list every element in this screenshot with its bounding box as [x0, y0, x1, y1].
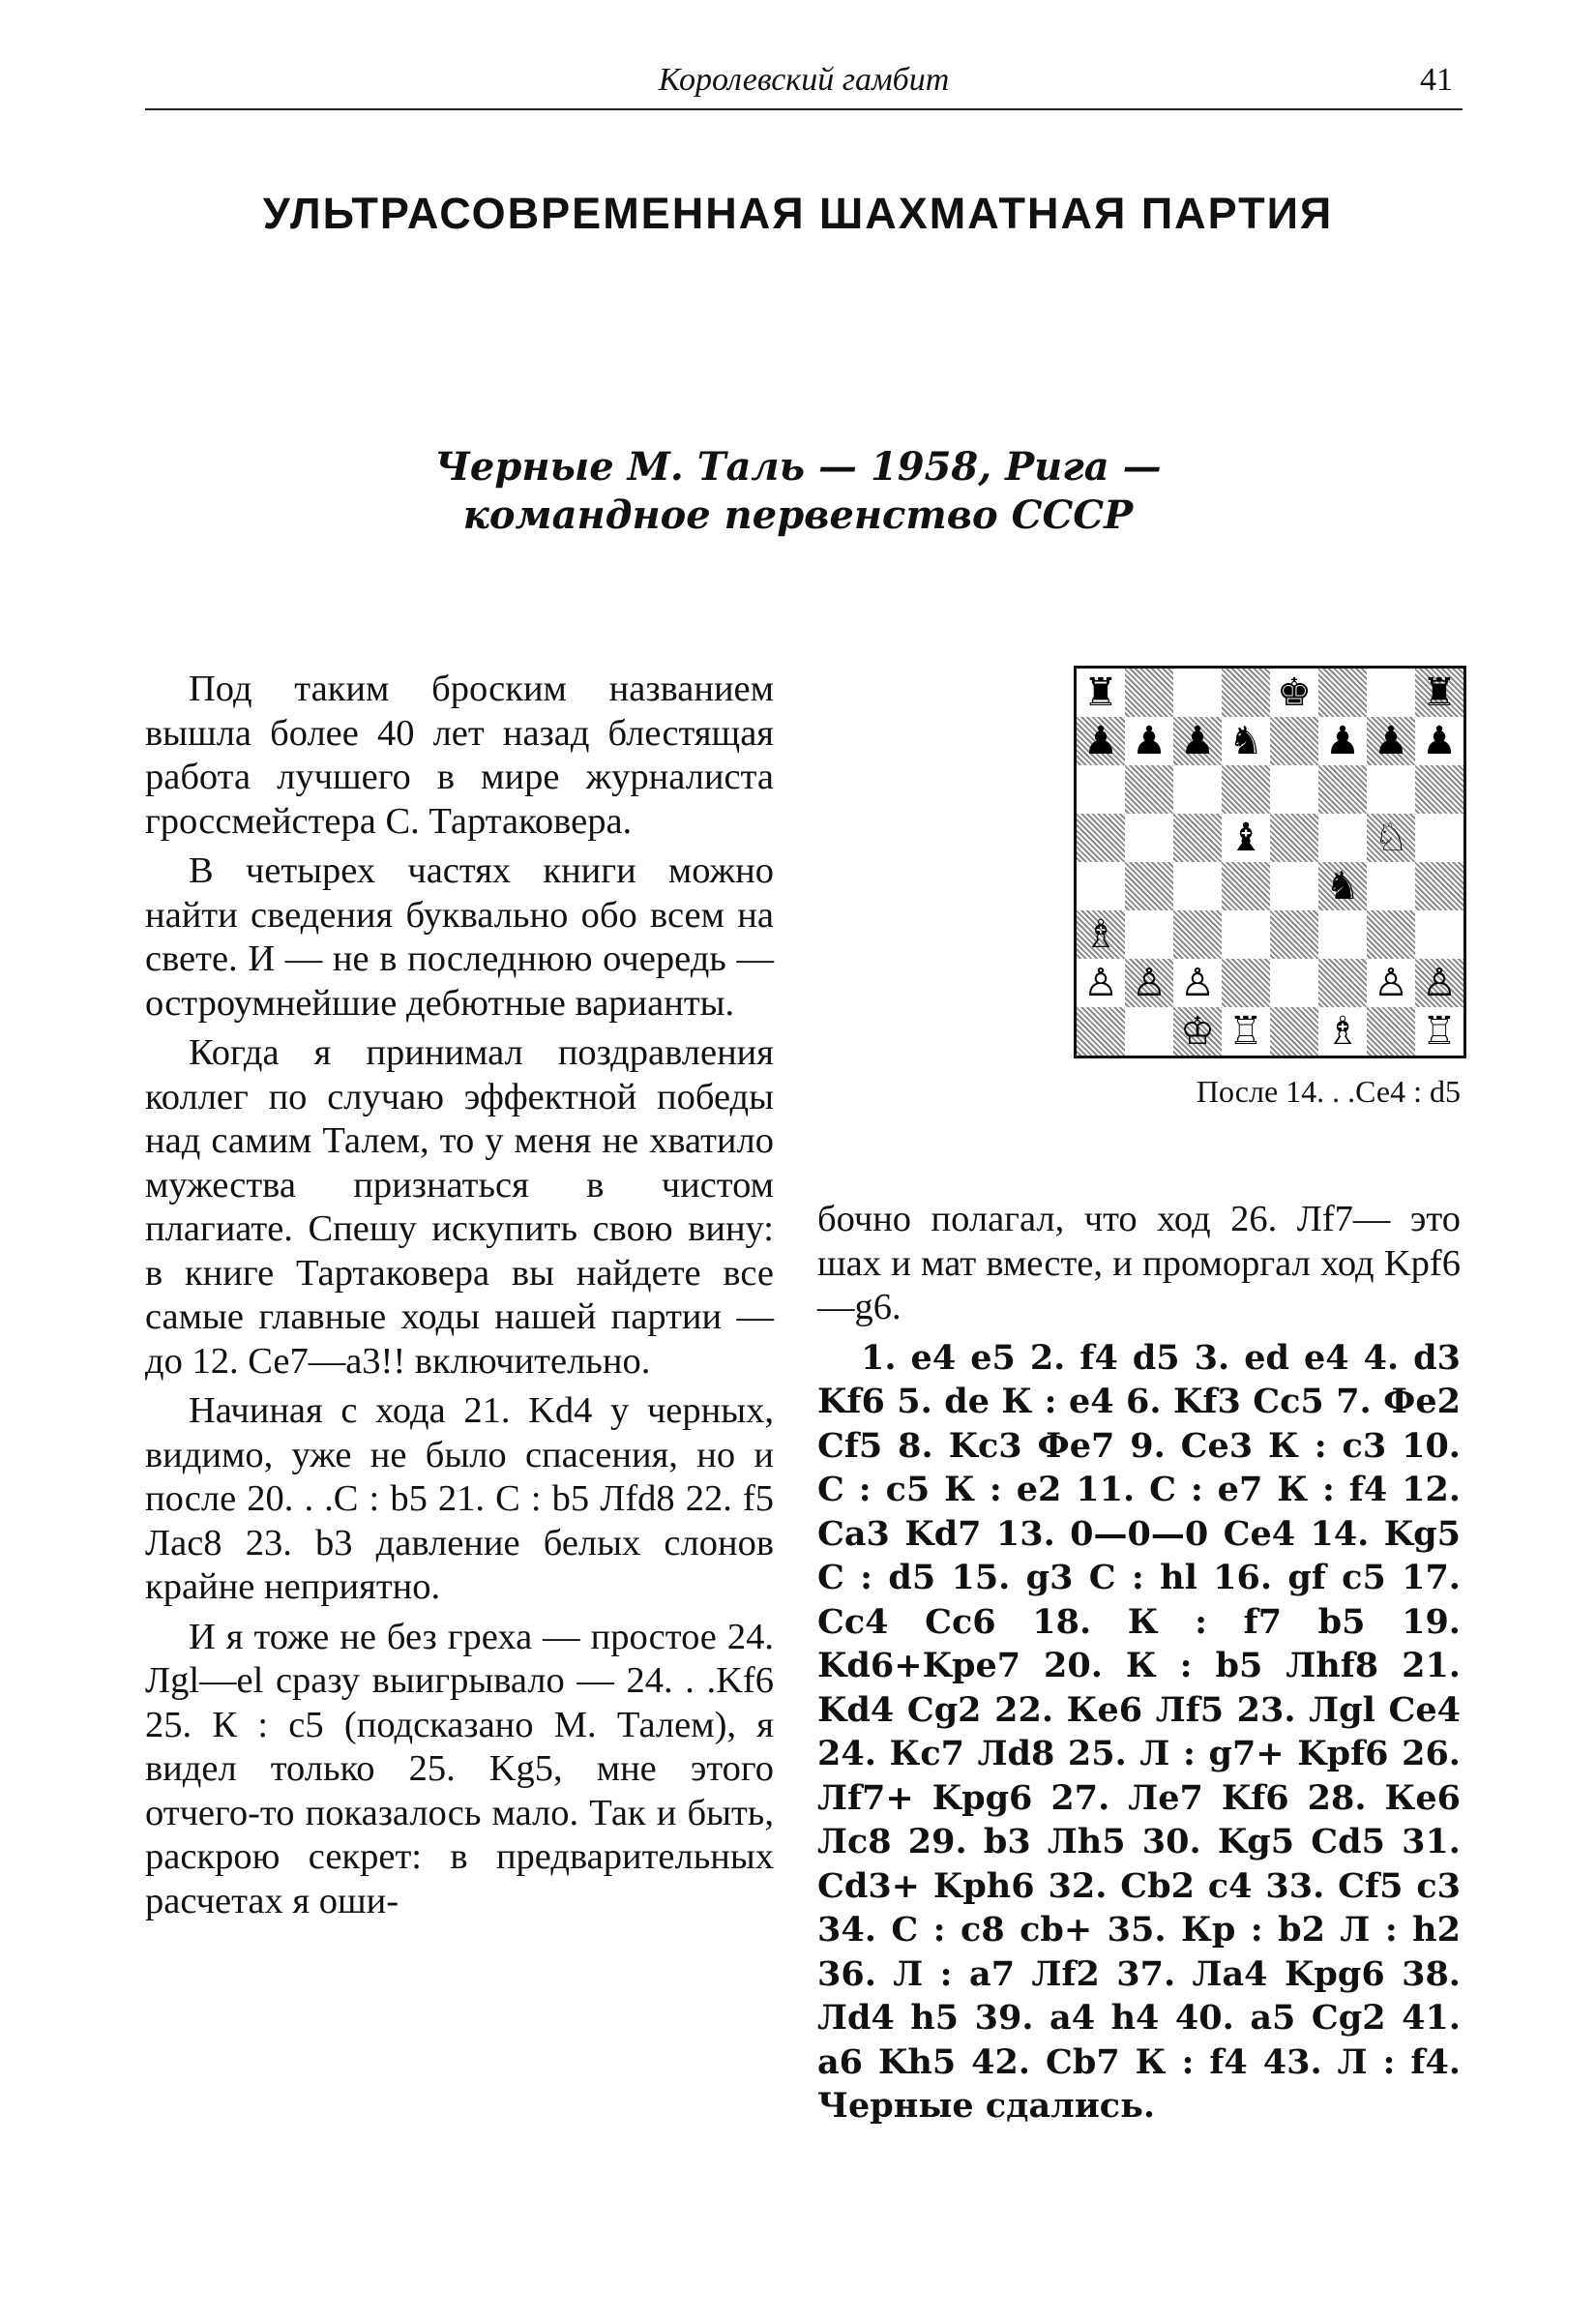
board-square-f8	[1318, 669, 1367, 717]
board-square-g3	[1367, 910, 1415, 959]
board-square-f1	[1318, 1007, 1367, 1056]
chess-piece-icon: ♙	[1132, 961, 1167, 1005]
game-header-line1: Черные М. Таль — 1958, Рига —	[434, 444, 1162, 490]
board-square-b4	[1125, 862, 1173, 910]
board-square-e5	[1270, 814, 1318, 862]
board-square-b7	[1125, 717, 1173, 765]
board-square-e7	[1270, 717, 1318, 765]
board-square-d5	[1222, 814, 1270, 862]
board-square-b3	[1125, 910, 1173, 959]
board-square-a1	[1077, 1007, 1125, 1056]
game-header-line2: командное первенство СССР	[462, 492, 1134, 538]
left-column	[145, 668, 774, 1929]
board-square-d8	[1222, 669, 1270, 717]
board-square-c7	[1173, 717, 1222, 765]
chess-piece-icon: ♟	[1132, 719, 1167, 763]
chess-piece-icon: ♔	[1180, 1009, 1215, 1054]
board-square-h1	[1415, 1007, 1463, 1056]
chess-piece-icon: ♖	[1422, 1009, 1457, 1054]
board-square-f6	[1318, 765, 1367, 814]
diagram-caption: После 14. . .Се4 : d5	[1196, 1074, 1461, 1109]
board-square-g5	[1367, 814, 1415, 862]
chess-diagram	[1074, 666, 1466, 1058]
chess-piece-icon: ♟	[1083, 719, 1118, 763]
board-square-c8	[1173, 669, 1222, 717]
board-square-h4	[1415, 862, 1463, 910]
board-square-g8	[1367, 669, 1415, 717]
board-square-d4	[1222, 862, 1270, 910]
board-square-e4	[1270, 862, 1318, 910]
board-square-c4	[1173, 862, 1222, 910]
board-square-b5	[1125, 814, 1173, 862]
page-number: 41	[1420, 62, 1453, 98]
chess-piece-icon: ♙	[1422, 961, 1457, 1005]
chess-piece-icon: ♚	[1277, 670, 1312, 715]
board-square-e8	[1270, 669, 1318, 717]
board-square-h8	[1415, 669, 1463, 717]
chess-piece-icon: ♖	[1228, 1009, 1263, 1054]
chess-piece-icon: ♝	[1228, 816, 1263, 860]
board-square-a5	[1077, 814, 1125, 862]
chess-piece-icon: ♜	[1422, 670, 1457, 715]
board-square-h7	[1415, 717, 1463, 765]
board-square-d1	[1222, 1007, 1270, 1056]
board-square-d6	[1222, 765, 1270, 814]
board-square-a3	[1077, 910, 1125, 959]
chess-piece-icon: ♙	[1374, 961, 1408, 1005]
board-square-g1	[1367, 1007, 1415, 1056]
board-square-a8	[1077, 669, 1125, 717]
chess-piece-icon: ♗	[1325, 1009, 1360, 1054]
board-square-c1	[1173, 1007, 1222, 1056]
chess-piece-icon: ♙	[1180, 961, 1215, 1005]
board-square-h6	[1415, 765, 1463, 814]
chess-piece-icon: ♗	[1083, 912, 1118, 957]
chess-piece-icon: ♜	[1083, 670, 1118, 715]
board-square-a7	[1077, 717, 1125, 765]
board-square-f5	[1318, 814, 1367, 862]
paragraph: В четырех частях книги можно найти сведения буквально обо всем на свете. И — не в последнюю очередь — остроумнейшие дебютные варианты.	[145, 850, 774, 1024]
board-square-a4	[1077, 862, 1125, 910]
board-square-c5	[1173, 814, 1222, 862]
board-square-d3	[1222, 910, 1270, 959]
paragraph: Начиная с хода 21. Kd4 у черных, видимо, уже не было спасения, но и после 20. . .С : b5 21. С : b5 Лfd8 22. f5 Лас8 23. b3 давление белых слонов крайне неприятно.	[145, 1390, 774, 1607]
game-moves: 1. е4 е5 2. f4 d5 3. ed е4 4. d3 Kf6 5. de К : е4 6. Kf3 Сс5 7. Фе2 Cf5 8. Kс3 Фе7 9. Се3 К : с3 10. С : с5 К : е2 11. С : е7 К : f4 12. Са3 Kd7 13. 0—0—0 Се4 14. Kg5 С : d5 15. g3 С : hl 16. gf с5 17. Сс4 Сс6 18. К : f7 b5 19. Kd6+Kpe7 20. К : b5 Лhf8 21. Kd4 Cg2 22. Ке6 Лf5 23. Лgl Се4 24. Кс7 Лd8 25. Л : g7+ Kpf6 26. Лf7+ Kpg6 27. Ле7 Kf6 28. Ке6 Лс8 29. b3 Лh5 30. Kg5 Cd5 31. Cd3+ Kph6 32. Cb2 с4 33. Cf5 с3 34. С : с8 cb+ 35. Кр : b2 Л : h2 36. Л : а7 Лf2 37. Ла4 Kpg6 38. Лd4 h5 39. а4 h4 40. а5 Cg2 41. а6 Kh5 42. Cb7 К : f4 43. Л : f4. Черные сдались.	[817, 1337, 1461, 2126]
board-square-b2	[1125, 959, 1173, 1007]
paragraph: И я тоже не без греха — простое 24. Лgl—el сразу выигрывало — 24. . .Kf6 25. К : с5 (подсказано М. Талем), я видел только 25. Kg5, мне этого отчего-то показалось мало. Так и быть, раскрою секрет: в предварительных расчетах я оши-	[145, 1616, 774, 1921]
board-square-h5	[1415, 814, 1463, 862]
article-title: УЛЬТРАСОВРЕМЕННАЯ ШАХМАТНАЯ ПАРТИЯ	[262, 189, 1334, 238]
chess-piece-icon: ♟	[1374, 719, 1408, 763]
chess-piece-icon: ♟	[1325, 719, 1360, 763]
board-square-c2	[1173, 959, 1222, 1007]
board-square-a2	[1077, 959, 1125, 1007]
board-square-g2	[1367, 959, 1415, 1007]
board-square-b6	[1125, 765, 1173, 814]
chess-piece-icon: ♙	[1083, 961, 1118, 1005]
chess-piece-icon: ♟	[1422, 719, 1457, 763]
game-header	[0, 443, 1596, 540]
chess-piece-icon: ♞	[1228, 719, 1263, 763]
board-square-f7	[1318, 717, 1367, 765]
right-column	[817, 1198, 1461, 2134]
board-square-h2	[1415, 959, 1463, 1007]
board-square-h3	[1415, 910, 1463, 959]
board-square-f3	[1318, 910, 1367, 959]
board-square-e1	[1270, 1007, 1318, 1056]
chess-piece-icon: ♞	[1325, 864, 1360, 908]
running-head	[145, 60, 1463, 110]
board-square-g7	[1367, 717, 1415, 765]
paragraph: Под таким броским названием вышла более 40 лет назад блестящая работа лучшего в мире журналиста гроссмейстера С. Тартаковера.	[145, 669, 774, 842]
board-square-e3	[1270, 910, 1318, 959]
board-square-c6	[1173, 765, 1222, 814]
board-square-f2	[1318, 959, 1367, 1007]
paragraph: Когда я принимал поздравления коллег по случаю эффектной победы над самим Талем, то у меня не хватило мужества признаться в чистом плагиате. Спешу искупить свою вину: в книге Тартаковера вы найдете все самые главные ходы нашей партии — до 12. Се7—а3!! включительно.	[145, 1032, 774, 1382]
board-square-b8	[1125, 669, 1173, 717]
board-square-f4	[1318, 862, 1367, 910]
chess-piece-icon: ♟	[1180, 719, 1215, 763]
board-square-d7	[1222, 717, 1270, 765]
board-square-c3	[1173, 910, 1222, 959]
board-square-e2	[1270, 959, 1318, 1007]
board-square-b1	[1125, 1007, 1173, 1056]
paragraph-continuation: бочно полагал, что ход 26. Лf7— это шах и мат вместе, и проморгал ход Kpf6—g6.	[817, 1199, 1461, 1327]
board-square-g6	[1367, 765, 1415, 814]
chess-piece-icon: ♘	[1374, 816, 1408, 860]
board-square-a6	[1077, 765, 1125, 814]
board-square-d2	[1222, 959, 1270, 1007]
running-title: Королевский гамбит	[658, 62, 950, 98]
board-square-e6	[1270, 765, 1318, 814]
board-square-g4	[1367, 862, 1415, 910]
